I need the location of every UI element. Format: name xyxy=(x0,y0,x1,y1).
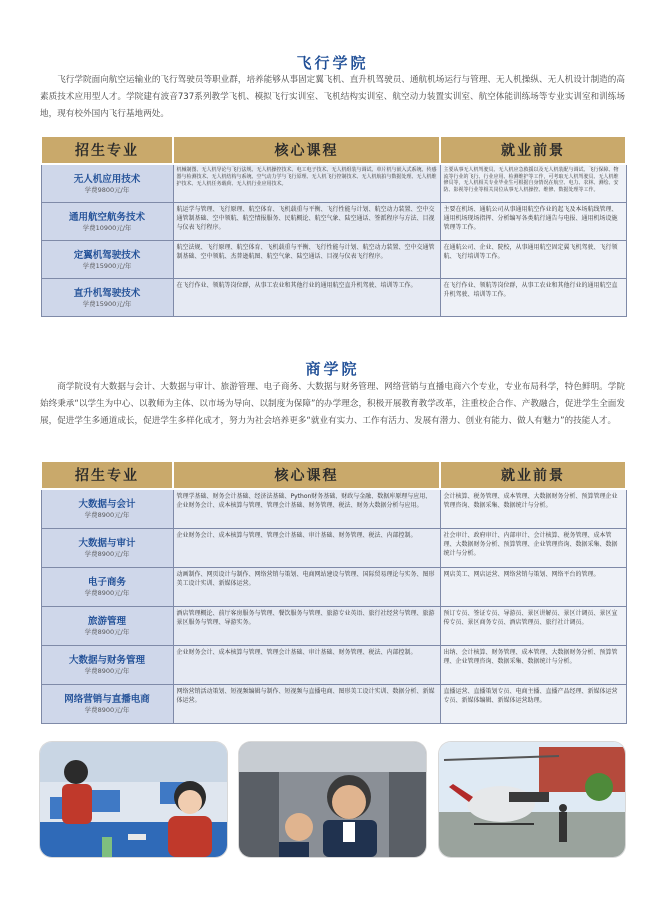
major-name: 定翼机驾驶技术 xyxy=(73,249,141,261)
major-cell xyxy=(41,489,173,529)
major-fee: 学费8900元/年 xyxy=(84,628,130,636)
major-fee: 学费10900元/年 xyxy=(82,223,132,232)
business-college-title: 商学院 xyxy=(305,360,360,378)
major-name: 大数据与会计 xyxy=(78,499,136,510)
major-fee: 学费8900元/年 xyxy=(84,706,130,714)
header-core-courses: 核心课程 xyxy=(173,136,440,164)
table-row xyxy=(41,203,626,241)
core-courses-cell: 航空法规、飞行原理、航空体育、飞机载重与平衡、飞行性能与计划、航空动力装置、空中交通管制基础、空中领航、杰普逊航图、航空气象、陆空通话、目视与仪表飞行程序。 xyxy=(173,241,440,279)
table-row xyxy=(41,685,626,724)
major-cell xyxy=(41,646,173,685)
business-college-intro: 商学院设有大数据与会计、大数据与审计、旅游管理、电子商务、大数据与财务管理、网络营销与直播电商六个专业，专业布局科学，特色鲜明。学院始终秉承“以学生为中心、以教师为主体、以市场为导向、以制度为保障”的办学理念，积极开展教育教学改革，注重校企合作、产教融合，促进学生全面发展，促进学生多通道成长，促进学生多样化成才，努力为社会培养更多“就业有实力、工作有活力、发展有潜力、创业有能力、做人有魅力”的技能人才。 xyxy=(40,382,625,426)
major-cell xyxy=(41,241,173,279)
major-cell xyxy=(41,568,173,607)
table-row xyxy=(41,241,626,279)
core-courses-cell: 动画制作、网页设计与制作、网络营销与策划、电商网站建设与管理、国际贸易理论与实务、图形美工设计实训、新媒体运营。 xyxy=(173,568,440,607)
business-majors-table xyxy=(40,460,627,724)
cockpit-photo-icon xyxy=(239,742,426,857)
major-name: 大数据与审计 xyxy=(78,538,136,549)
flight-majors-table xyxy=(40,135,627,317)
core-courses-cell: 机械制图、无人机导论与飞行法规、无人机操控技术、电工电子技术、无人机组装与调试、单片机与嵌入式系统、传感器与检测技术、无人机结构与系统、空气动力学与飞行原理、无人机飞行控制技术、无人机航拍与数据处理、无人机维护技术、无人机任务载荷、无人机行业应用技术。 xyxy=(173,164,440,203)
classroom-photo-icon xyxy=(40,742,227,857)
major-cell xyxy=(41,607,173,646)
major-fee: 学费8900元/年 xyxy=(84,511,130,519)
major-fee: 学费8900元/年 xyxy=(84,667,130,675)
table-row xyxy=(41,568,626,607)
table-row xyxy=(41,607,626,646)
core-courses-cell: 在飞行作业、领航等岗位群，从事工农业和其他行业的通用航空直升机驾驶、培训等工作。 xyxy=(173,279,440,317)
helicopter-photo-icon xyxy=(439,742,625,857)
major-fee: 学费9800元/年 xyxy=(84,185,130,194)
career-cell: 主要从事无人机驾驶员、无人机应急救援以及无人机装配与调试、飞行保障、物流等行业的飞行、行业应用、检测维护等工作，可考取无人机驾驶员、无人机维修员等，无人机相关专业毕业生可根据自身情况在航空、电力、农林、测绘、安防、影视等行业等相关岗位从事无人机操控、维修、数据处理等工作。 xyxy=(440,164,626,203)
career-cell: 预订专员、签证专员、导游员、景区讲解员、景区计调员、景区宣传专员、景区商务专员、酒店管理员、旅行社计调员。 xyxy=(440,607,626,646)
career-cell: 出纳、会计核算、财务管理、成本管理、大数据财务分析、预算管理、企业管理咨询、数据采集、数据统计与分析。 xyxy=(440,646,626,685)
major-cell xyxy=(41,203,173,241)
career-cell: 直播运营、直播策划专员、电商主播、直播产品经理、新媒体运营专员、新媒体编辑、新媒体运营助理。 xyxy=(440,685,626,724)
major-cell xyxy=(41,685,173,724)
major-fee: 学费8900元/年 xyxy=(84,550,130,558)
header-career-prospects: 就业前景 xyxy=(440,461,626,489)
major-name: 电子商务 xyxy=(87,577,126,588)
career-cell: 主要在机场、通航公司从事通用航空作业的起飞及本场航线管理、通用机场现场指挥、分析编写各类航行通告与电报、通用机场设施管理等工作。 xyxy=(440,203,626,241)
core-courses-cell: 企业财务会计、成本核算与管理、管理会计基础、审计基础、财务管理、税法、内部控制。 xyxy=(173,529,440,568)
table-row xyxy=(41,164,626,203)
career-cell: 在飞行作业、领航等岗位群，从事工农业和其他行业的通用航空直升机驾驶、培训等工作。 xyxy=(440,279,626,317)
major-fee: 学费15900元/年 xyxy=(82,261,132,270)
header-majors: 招生专业 xyxy=(41,136,173,164)
major-name: 旅游管理 xyxy=(87,616,126,627)
major-name: 通用航空航务技术 xyxy=(68,211,145,223)
core-courses-cell: 管理学基础、财务会计基础、经济法基础、Python财务基础、财政与金融、数据库原理与应用、企业财务会计、成本核算与管理、管理会计基础、财务管理、税法、财务大数据分析与应用。 xyxy=(173,489,440,529)
major-cell xyxy=(41,279,173,317)
core-courses-cell: 企业财务会计、成本核算与管理、管理会计基础、审计基础、财务管理、税法、内部控制。 xyxy=(173,646,440,685)
major-cell xyxy=(41,529,173,568)
header-core-courses: 核心课程 xyxy=(173,461,440,489)
major-fee: 学费8900元/年 xyxy=(84,589,130,597)
major-name: 无人机应用技术 xyxy=(73,173,141,185)
major-name: 网络营销与直播电商 xyxy=(64,694,150,705)
major-name: 大数据与财务管理 xyxy=(68,655,145,666)
career-cell: 社会审计、政府审计、内部审计、会计核算、税务管理、成本管理、大数据财务分析、预算管理、企业管理咨询、数据采集、数据统计与分析。 xyxy=(440,529,626,568)
table-row xyxy=(41,489,626,529)
core-courses-cell: 网络营销活动策划、短视频编辑与制作、短视频与直播电商、图形美工设计实训、数据分析、新媒体运营。 xyxy=(173,685,440,724)
table-row xyxy=(41,646,626,685)
flight-college-intro: 飞行学院面向航空运输业的飞行驾驶员等职业群，培养能够从事固定翼飞机、直升机驾驶员、通航机场运行与管理、无人机操纵、无人机设计制造的高素质技术应用型人才。学院建有波音737系列教学飞机、模拟飞行实训室、飞机结构实训室、航空动力装置实训室、航空体能训练场等专业实训室和训练场地，现有校外国内飞行基地两处。 xyxy=(40,75,625,119)
major-cell xyxy=(41,164,173,203)
core-courses-cell: 酒店管理概论、前厅客房服务与管理、餐饮服务与管理、旅游专业英语、旅行社经营与管理、旅游景区服务与管理、导游实务。 xyxy=(173,607,440,646)
major-name: 直升机驾驶技术 xyxy=(73,287,141,299)
major-fee: 学费15900元/年 xyxy=(82,299,132,308)
header-majors: 招生专业 xyxy=(41,461,173,489)
header-career-prospects: 就业前景 xyxy=(440,136,626,164)
career-cell: 会计核算、税务管理、成本管理、大数据财务分析、预算管理企业管理咨询、数据采集、数据统计与分析。 xyxy=(440,489,626,529)
table-row xyxy=(41,529,626,568)
flight-college-title: 飞行学院 xyxy=(296,54,369,72)
career-cell: 在通航公司、企业、院校，从事通用航空固定翼飞机驾驶、飞行领航、飞行培训等工作。 xyxy=(440,241,626,279)
table-row xyxy=(41,279,626,317)
core-courses-cell: 航运学与管理、飞行原理、航空体育、飞机载重与平衡、飞行性能与计划、航空动力装置、空中交通管制基础、空中领航、航空情报服务、民航概论、航空气象、陆空通话、签派程序与方法、目视与仪表飞行程序。 xyxy=(173,203,440,241)
career-cell: 网店美工、网店运营、网络营销与策划、网络平台的管理。 xyxy=(440,568,626,607)
